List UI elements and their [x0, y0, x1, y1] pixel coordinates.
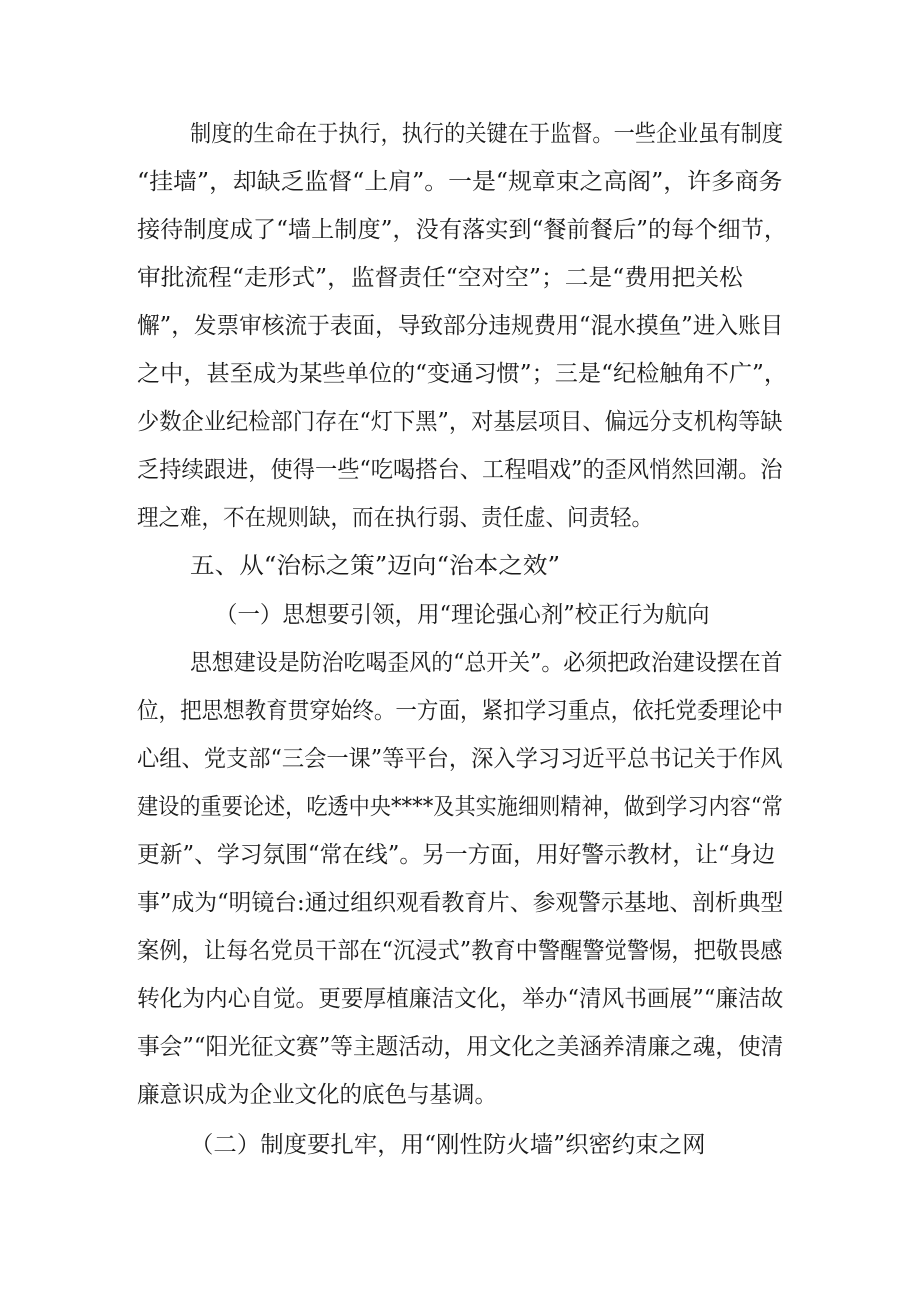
body-text-line: 更新”、学习氛围“常在线”。另一方面，用好警示教材，让“身边	[137, 842, 776, 868]
body-text-line: “挂墙”，却缺乏监督“上肩”。一是“规章束之高阁”，许多商务	[137, 169, 783, 195]
body-text-line: 少数企业纪检部门存在“灯下黑”，对基层项目、偏远分支机构等缺	[137, 409, 783, 435]
body-text-line: 心组、党支部“三会一课”等平台，深入学习习近平总书记关于作风	[137, 746, 783, 772]
body-text-line: 审批流程“走形式”，监督责任“空对空”；二是“费用把关松	[137, 265, 743, 291]
body-text-line: 转化为内心自觉。更要厚植廉洁文化，举办“清风书画展”“廉洁故	[137, 986, 784, 1012]
body-text-line: 建设的重要论述，吃透中央****及其实施细则精神，做到学习内容“常	[137, 794, 783, 820]
body-text-line: 思想建设是防治吃喝歪风的“总开关”。必须把政治建设摆在首	[190, 650, 783, 676]
body-text-line: 位，把思想教育贯穿始终。一方面，紧扣学习重点，依托党委理论中	[137, 698, 783, 724]
body-text-line: 懈”，发票审核流于表面，导致部分违规费用“混水摸鱼”进入账目	[137, 313, 784, 339]
body-text-line: 乏持续跟进，使得一些“吃喝搭台、工程唱戏”的歪风悄然回潮。治	[137, 457, 783, 483]
subsection-heading: （二）制度要扎牢，用“刚性防火墙”织密约束之网	[190, 1132, 706, 1158]
body-text-line: 制度的生命在于执行，执行的关键在于监督。一些企业虽有制度	[190, 121, 783, 147]
section-heading: 五、从“治标之策”迈向“治本之效”	[190, 553, 561, 579]
body-text-line: 理之难，不在规则缺，而在执行弱、责任虚、问责轻。	[137, 505, 654, 531]
body-text-line: 之中，甚至成为某些单位的“变通习惯”；三是“纪检触角不广”，	[137, 361, 788, 387]
body-text-line: 事”成为“明镜台:通过组织观看教育片、参观警示基地、剖析典型	[137, 890, 784, 916]
body-text-line: 接待制度成了“墙上制度”，没有落实到“餐前餐后”的每个细节，	[137, 217, 788, 243]
body-text-line: 廉意识成为企业文化的底色与基调。	[137, 1082, 498, 1108]
subsection-heading: （一）思想要引领，用“理论强心剂”校正行为航向	[215, 602, 710, 628]
body-text-line: 事会”“阳光征文赛”等主题活动，用文化之美涵养清廉之魂，使清	[137, 1034, 784, 1060]
body-text-line: 案例，让每名党员干部在“沉浸式”教育中警醒警觉警惕，把敬畏感	[137, 938, 783, 964]
